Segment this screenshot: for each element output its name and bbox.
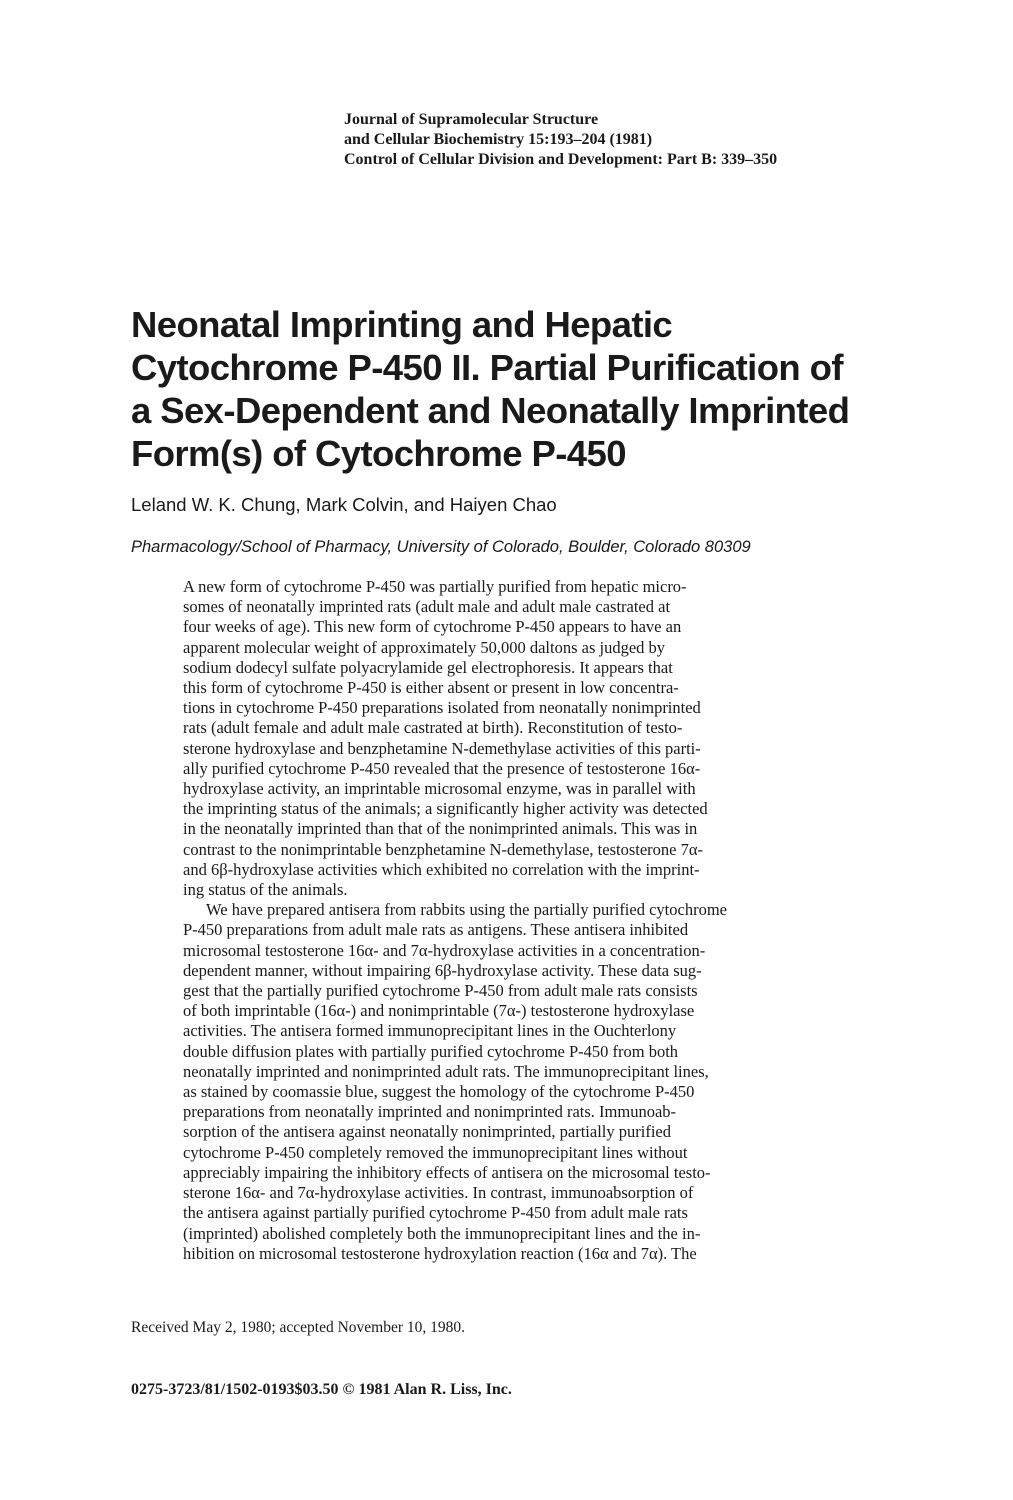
copyright-line: 0275-3723/81/1502-0193$03.50 © 1981 Alan R. Liss, Inc. (131, 1381, 512, 1398)
abstract-line: dependent manner, without impairing 6β-hydroxylase activity. These data sug- (183, 960, 702, 980)
title-line: a Sex-Dependent and Neonatally Imprinted (131, 390, 850, 431)
abstract-line: We have prepared antisera from rabbits using the partially purified cytochrome (206, 900, 727, 920)
abstract (183, 577, 883, 1264)
abstract-line: and 6β-hydroxylase activities which exhibited no correlation with the imprint- (183, 859, 700, 879)
abstract-line: the imprinting status of the animals; a significantly higher activity was detected (183, 799, 708, 819)
abstract-line: in the neonatally imprinted than that of the nonimprinted animals. This was in (183, 819, 698, 839)
journal-header (344, 110, 904, 170)
abstract-line: preparations from neonatally imprinted and nonimprinted rats. Immunoab- (183, 1102, 677, 1122)
abstract-line: this form of cytochrome P-450 is either absent or present in low concentra- (183, 678, 679, 698)
abstract-line: double diffusion plates with partially purified cytochrome P-450 from both (183, 1041, 679, 1061)
abstract-line: sterone hydroxylase and benzphetamine N-demethylase activities of this parti- (183, 738, 701, 758)
authors: Leland W. K. Chung, Mark Colvin, and Haiyen Chao (131, 494, 557, 515)
abstract-line: the antisera against partially purified cytochrome P-450 from adult male rats (183, 1203, 688, 1223)
abstract-line: (imprinted) abolished completely both the immunoprecipitant lines and the in- (183, 1223, 701, 1243)
abstract-line: microsomal testosterone 16α- and 7α-hydroxylase activities in a concentration- (183, 940, 706, 960)
abstract-line: sorption of the antisera against neonatally nonimprinted, partially purified (183, 1122, 671, 1142)
abstract-line: appreciably impairing the inhibitory effects of antisera on the microsomal testo- (183, 1162, 711, 1182)
title-line: Neonatal Imprinting and Hepatic (131, 304, 673, 345)
abstract-line: hydroxylase activity, an imprintable microsomal enzyme, was in parallel with (183, 779, 696, 799)
abstract-line: ing status of the animals. (183, 880, 348, 900)
journal-header-line: Journal of Supramolecular Structure (344, 111, 599, 128)
abstract-line: apparent molecular weight of approximately 50,000 daltons as judged by (183, 637, 666, 657)
affiliation: Pharmacology/School of Pharmacy, University of Colorado, Boulder, Colorado 80309 (131, 538, 751, 556)
abstract-line: cytochrome P-450 completely removed the immunoprecipitant lines without (183, 1142, 688, 1162)
title-line: Cytochrome P-450 II. Partial Purification of (131, 347, 843, 388)
journal-header-line: Control of Cellular Division and Development: Part B: 339–350 (344, 151, 778, 168)
abstract-line: A new form of cytochrome P-450 was partially purified from hepatic micro- (183, 577, 687, 596)
article-title (131, 303, 951, 475)
journal-header-line: and Cellular Biochemistry 15:193–204 (1981) (344, 131, 653, 148)
abstract-line: hibition on microsomal testosterone hydroxylation reaction (16α and 7α). The (183, 1243, 697, 1263)
abstract-line: P-450 preparations from adult male rats as antigens. These antisera inhibited (183, 920, 689, 940)
abstract-line: gest that the partially purified cytochrome P-450 from adult male rats consists (183, 981, 698, 1001)
abstract-line: as stained by coomassie blue, suggest the homology of the cytochrome P-450 (183, 1082, 695, 1102)
title-line: Form(s) of Cytochrome P-450 (131, 433, 626, 474)
abstract-line: rats (adult female and adult male castrated at birth). Reconstitution of testo- (183, 718, 683, 738)
abstract-line: four weeks of age). This new form of cytochrome P-450 appears to have an (183, 617, 682, 637)
abstract-line: contrast to the nonimprintable benzphetamine N-demethylase, testosterone 7α- (183, 839, 703, 859)
received-date: Received May 2, 1980; accepted November 10, 1980. (131, 1319, 466, 1336)
abstract-line: ally purified cytochrome P-450 revealed that the presence of testosterone 16α- (183, 758, 701, 778)
abstract-line: activities. The antisera formed immunoprecipitant lines in the Ouchterlony (183, 1021, 677, 1041)
abstract-line: sterone 16α- and 7α-hydroxylase activities. In contrast, immunoabsorption of (183, 1183, 694, 1203)
abstract-line: tions in cytochrome P-450 preparations isolated from neonatally nonimprinted (183, 698, 701, 718)
abstract-line: sodium dodecyl sulfate polyacrylamide gel electrophoresis. It appears that (183, 657, 673, 677)
abstract-line: of both imprintable (16α-) and nonimprintable (7α-) testosterone hydroxylase (183, 1001, 695, 1021)
abstract-line: somes of neonatally imprinted rats (adult male and adult male castrated at (183, 597, 671, 617)
abstract-line: neonatally imprinted and nonimprinted adult rats. The immunoprecipitant lines, (183, 1061, 709, 1081)
